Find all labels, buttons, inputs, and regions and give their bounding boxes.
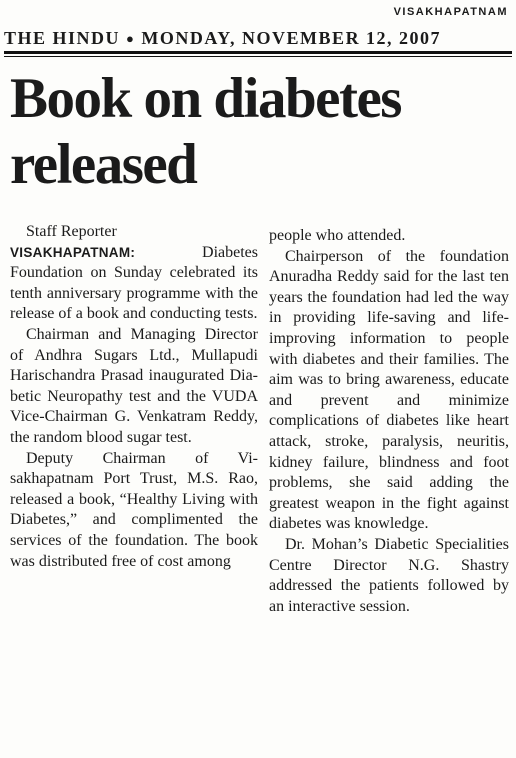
- bullet-separator: ●: [126, 30, 136, 46]
- paragraph-1-text: Diabetes Foundation on Sunday celebrated its tenth anniversary programme with the release of a book and conducting tests.: [10, 243, 258, 323]
- headline-line-1: Book on diabetes: [10, 67, 401, 130]
- paragraph-3: Deputy Chairman of Visakhapatnam Port Trust, M.S. Rao, released a book, “Healthy Living with Diabetes,” and complimented the services of the foundation. The book was distributed free of cost among: [10, 449, 258, 570]
- paragraph-2: Chairman and Managing Director of Andhra Sugars Ltd., Mullapudi Harischandra Prasad inaugurated Diabetic Neuropathy test and the VUDA Vice-Chairman G. Venkatram Reddy, the random blood sugar test.: [10, 325, 258, 446]
- headline: [10, 66, 510, 198]
- edition-label: VISAKHAPATNAM: [393, 6, 508, 18]
- masthead: [4, 28, 510, 49]
- paragraph-5: Dr. Mohan’s Diabetic Specialities Centre Director N.G. Shastry addressed the patients followed by an interactive session.: [269, 535, 509, 615]
- masthead-rule-thin: [4, 56, 512, 57]
- masthead-rule-thick: [4, 51, 512, 54]
- newspaper-name: THE HINDU: [4, 28, 121, 48]
- paragraph-4: Chairperson of the foundation Anuradha Reddy said for the last ten years the foundation had led the way in providing life-saving and life-improving information to people with diabetes and their families. The aim was to bring awareness, educate and prevent and minimize complications of diabetes like heart attack, stroke, paralysis, neuritis, kidney failure, blindness and foot problems, she said adding the greatest weapon in the fight against diabetes was knowledge.: [269, 247, 509, 533]
- article-column-right: [269, 226, 509, 617]
- paragraph-3-continued: people who attended.: [269, 227, 406, 244]
- byline: Staff Reporter: [26, 223, 117, 240]
- publication-date: MONDAY, NOVEMBER 12, 2007: [141, 28, 442, 48]
- paragraph-1: [10, 243, 258, 325]
- dateline: VISAKHAPATNAM:: [10, 244, 136, 260]
- article-column-left: [10, 222, 258, 572]
- headline-line-2: released: [10, 133, 197, 196]
